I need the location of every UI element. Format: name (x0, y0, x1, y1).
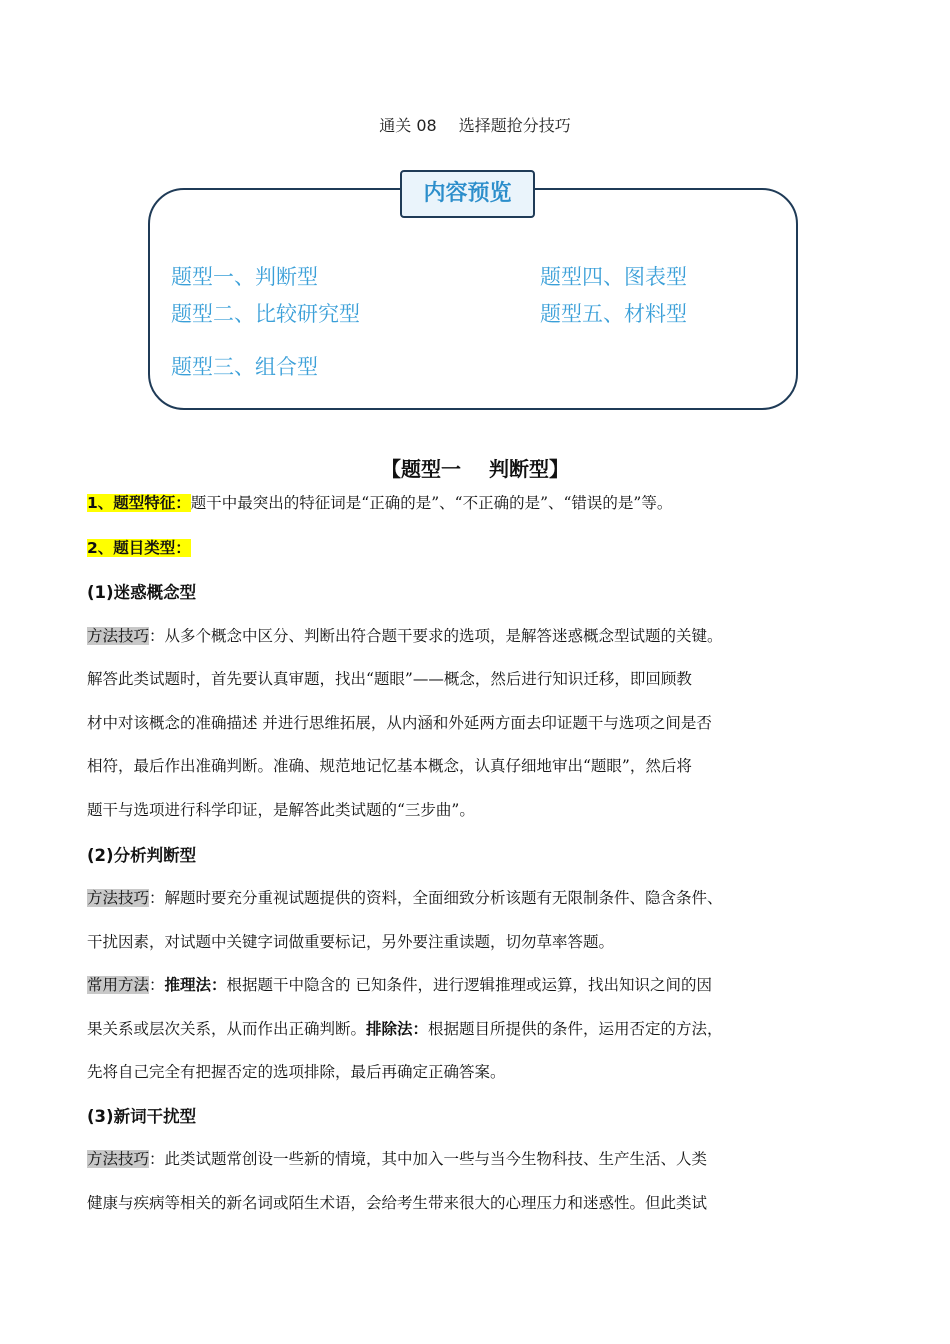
sub1-line-5: 题干与选项进行科学印证，是解答此类试题的“三步曲”。 (87, 801, 475, 819)
sub1-text-1: ：从多个概念中区分、判断出符合题干要求的选项，是解答迷惑概念型试题的关键。 (149, 627, 723, 645)
preview-tag: 内容预览 (400, 170, 535, 218)
section-heading-left: 【题型一 (381, 457, 461, 481)
method-label: 方法技巧 (87, 889, 150, 907)
section-heading (0, 453, 950, 482)
method-label: 方法技巧 (87, 627, 150, 645)
section-heading-right: 判断型】 (489, 457, 569, 481)
sub1-line-3: 材中对该概念的准确描述 并进行思维拓展，从内涵和外延两方面去印证题干与选项之间是否 (87, 714, 712, 732)
types-paragraph (87, 536, 867, 558)
preview-item-5[interactable]: 题型五、材料型 (540, 302, 687, 326)
sub-heading-2: (2)分析判断型 (87, 846, 197, 865)
reasoning-keyword: 推理法： (164, 976, 227, 994)
types-label: 2、题目类型： (87, 539, 191, 557)
common-colon: ： (149, 976, 165, 994)
sub1-line-1 (87, 624, 867, 646)
common-line-2 (87, 1017, 867, 1039)
common-text-2b: 根据题目所提供的条件，运用否定的方法， (428, 1020, 723, 1038)
sub1-line-4: 相符，最后作出准确判断。准确、规范地记忆基本概念，认真仔细地审出“题眼”，然后将 (87, 757, 692, 775)
sub1-line-2: 解答此类试题时，首先要认真审题，找出“题眼”——概念，然后进行知识迁移，即回顾教 (87, 670, 692, 688)
common-label: 常用方法 (87, 976, 150, 994)
feature-paragraph (87, 491, 867, 513)
common-line-1 (87, 973, 867, 995)
sub3-line-1 (87, 1147, 867, 1169)
feature-text: 题干中最突出的特征词是“正确的是”、“不正确的是”、“错误的是”等。 (190, 494, 673, 512)
sub-heading-1: (1)迷惑概念型 (87, 583, 197, 602)
sub3-line-2: 健康与疾病等相关的新名词或陌生术语，会给考生带来很大的心理压力和迷惑性。但此类试 (87, 1194, 708, 1212)
common-line-3: 先将自己完全有把握否定的选项排除，最后再确定正确答案。 (87, 1063, 506, 1081)
title-number: 通关 08 (379, 116, 437, 135)
sub3-text-1: ：此类试题常创设一些新的情境，其中加入一些与当今生物科技、生产生活、人类 (149, 1150, 708, 1168)
sub2-line-1 (87, 886, 867, 908)
preview-item-4[interactable]: 题型四、图表型 (540, 265, 687, 289)
feature-label: 1、题型特征： (87, 494, 191, 512)
sub2-line-2: 干扰因素，对试题中关键字词做重要标记，另外要注重读题，切勿草率答题。 (87, 933, 615, 951)
common-text-1: 根据题干中隐含的 已知条件，进行逻辑推理或运算，找出知识之间的因 (226, 976, 712, 994)
preview-item-3[interactable]: 题型三、组合型 (171, 355, 318, 379)
preview-item-1[interactable]: 题型一、判断型 (171, 265, 318, 289)
sub2-text-1: ：解题时要充分重视试题提供的资料，全面细致分析该题有无限制条件、隐含条件、 (149, 889, 723, 907)
sub-heading-3: (3)新词干扰型 (87, 1107, 197, 1126)
common-text-2a: 果关系或层次关系，从而作出正确判断。 (87, 1020, 367, 1038)
document-title (0, 113, 950, 136)
method-label: 方法技巧 (87, 1150, 150, 1168)
title-text: 选择题抢分技巧 (458, 116, 571, 135)
preview-item-2[interactable]: 题型二、比较研究型 (171, 302, 360, 326)
exclusion-keyword: 排除法： (366, 1020, 429, 1038)
